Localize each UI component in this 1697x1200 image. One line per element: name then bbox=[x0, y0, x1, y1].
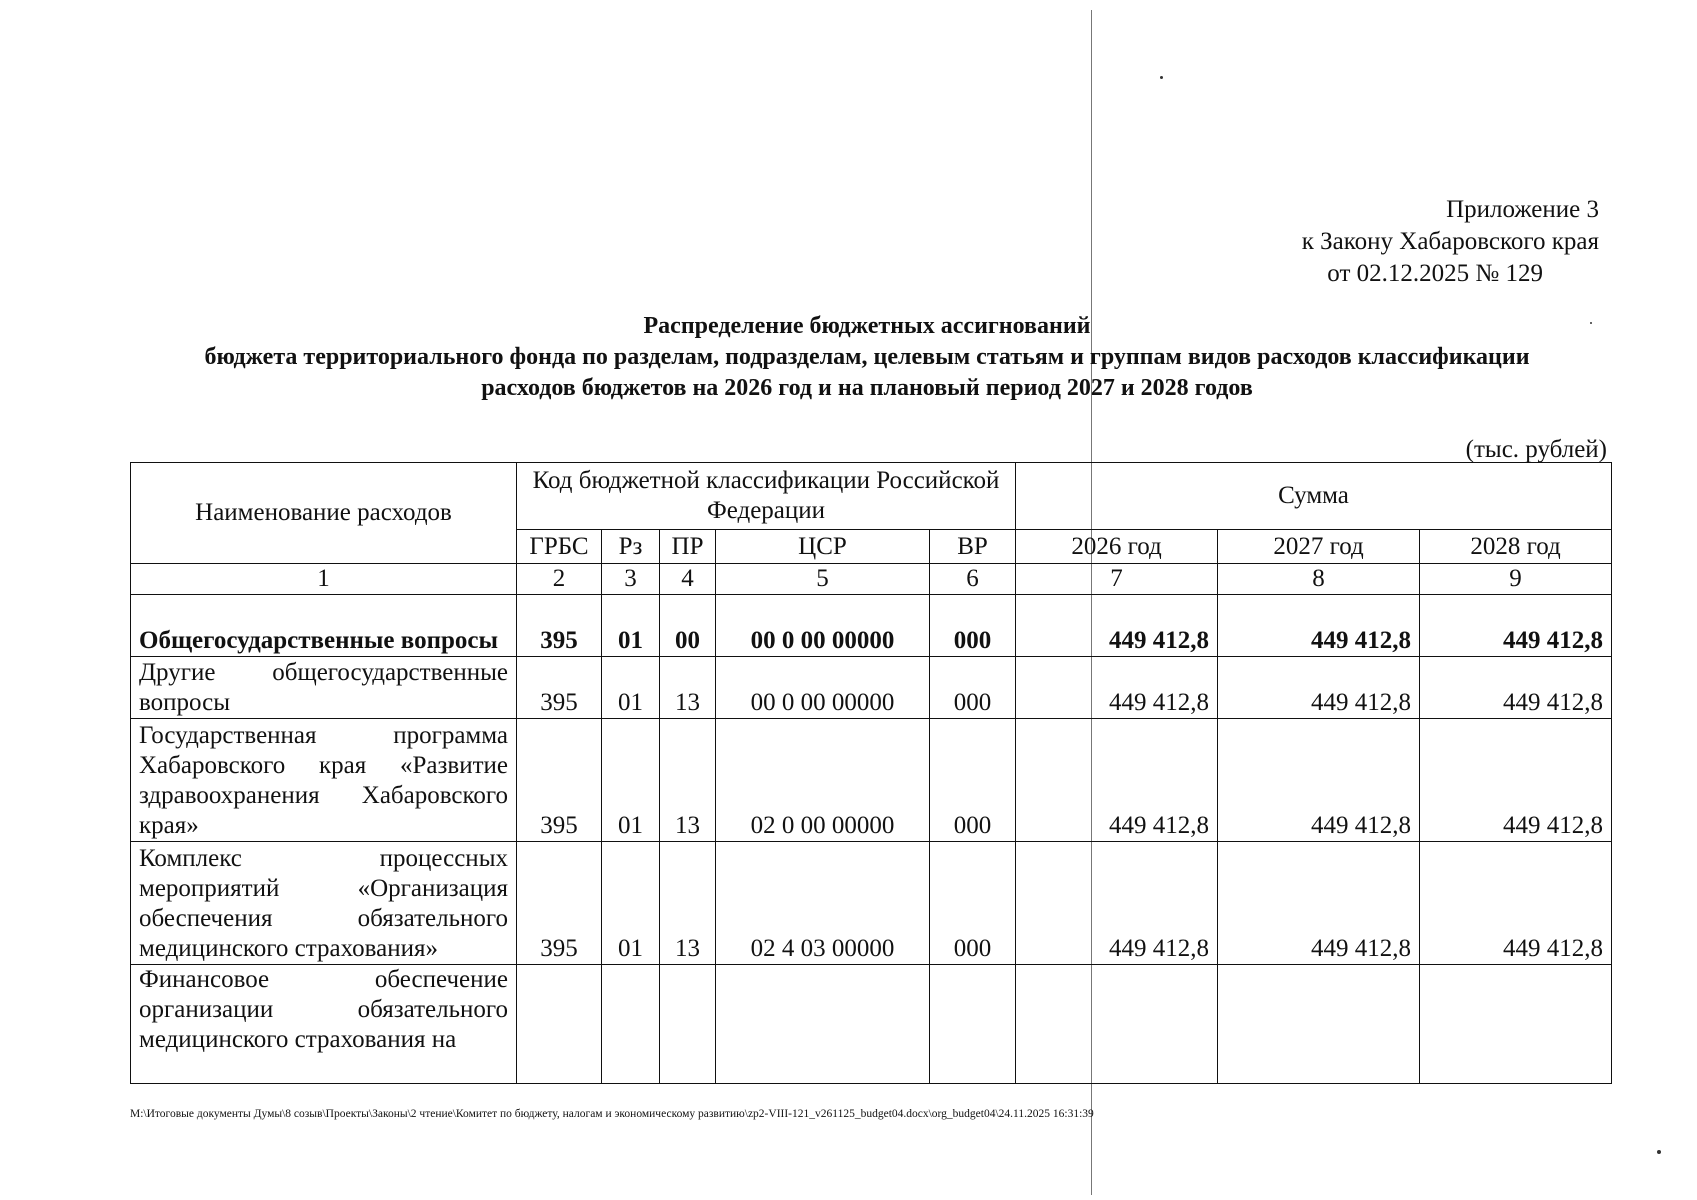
column-number: 1 bbox=[131, 564, 517, 595]
sum-2028: 449 412,8 bbox=[1420, 595, 1612, 657]
expense-name: Общегосударственные вопросы bbox=[131, 595, 517, 657]
header-vr: ВР bbox=[930, 530, 1016, 564]
sum-2028: 449 412,8 bbox=[1420, 719, 1612, 842]
file-path-footer: M:\Итоговые документы Думы\8 созыв\Проекты\Законы\2 чтение\Комитет по бюджету, налогам и экономическому развитию\zp2-VIII-121_v261125_budget04.docx\org_budget04\24.11.2025 16:31:39 bbox=[130, 1108, 1094, 1120]
column-number: 7 bbox=[1016, 564, 1218, 595]
expense-name: Государственная программа Хабаровского края «Развитие здравоохранения Хабаровского края» bbox=[131, 719, 517, 842]
sum-2027: 449 412,8 bbox=[1218, 595, 1420, 657]
header-grbs: ГРБС bbox=[517, 530, 602, 564]
pr-code bbox=[660, 965, 716, 1084]
sum-2028 bbox=[1420, 965, 1612, 1084]
grbs-code bbox=[517, 965, 602, 1084]
pr-code: 13 bbox=[660, 842, 716, 965]
header-2027: 2027 год bbox=[1218, 530, 1420, 564]
header-code-group: Код бюджетной классификации Российской Федерации bbox=[517, 463, 1016, 530]
column-number: 4 bbox=[660, 564, 716, 595]
sum-2027: 449 412,8 bbox=[1218, 719, 1420, 842]
vr-code: 000 bbox=[930, 657, 1016, 719]
column-number: 2 bbox=[517, 564, 602, 595]
expense-name: Комплекс процессных мероприятий «Организация обеспечения обязательного медицинского страхования» bbox=[131, 842, 517, 965]
csr-code bbox=[716, 965, 930, 1084]
grbs-code: 395 bbox=[517, 842, 602, 965]
grbs-code: 395 bbox=[517, 657, 602, 719]
column-number: 9 bbox=[1420, 564, 1612, 595]
scan-speck bbox=[1657, 1150, 1661, 1154]
sum-2028: 449 412,8 bbox=[1420, 842, 1612, 965]
header-2026: 2026 год bbox=[1016, 530, 1218, 564]
column-number: 5 bbox=[716, 564, 930, 595]
title-line-1: Распределение бюджетных ассигнований bbox=[643, 313, 1091, 339]
pr-code: 00 bbox=[660, 595, 716, 657]
rz-code: 01 bbox=[602, 842, 660, 965]
sum-2026: 449 412,8 bbox=[1016, 595, 1218, 657]
header-rz: Рз bbox=[602, 530, 660, 564]
rz-code bbox=[602, 965, 660, 1084]
appendix-date: от 02.12.2025 № 129 bbox=[1327, 260, 1543, 287]
document-title bbox=[130, 311, 1604, 404]
grbs-code: 395 bbox=[517, 595, 602, 657]
csr-code: 02 0 00 00000 bbox=[716, 719, 930, 842]
csr-code: 02 4 03 00000 bbox=[716, 842, 930, 965]
vr-code bbox=[930, 965, 1016, 1084]
expense-name: Финансовое обеспечение организации обязательного медицинского страхования на bbox=[131, 965, 517, 1084]
rz-code: 01 bbox=[602, 595, 660, 657]
appendix-law: к Закону Хабаровского края bbox=[1301, 228, 1599, 255]
sum-2027: 449 412,8 bbox=[1218, 657, 1420, 719]
column-number-row bbox=[131, 564, 1612, 595]
title-line-3: расходов бюджетов на 2026 год и на плановый период 2027 и 2028 годов bbox=[481, 375, 1253, 401]
pr-code: 13 bbox=[660, 719, 716, 842]
sum-2026 bbox=[1016, 965, 1218, 1084]
header-pr: ПР bbox=[660, 530, 716, 564]
csr-code: 00 0 00 00000 bbox=[716, 595, 930, 657]
appendix-number: Приложение 3 bbox=[1446, 196, 1599, 223]
header-sum-group: Сумма bbox=[1016, 463, 1612, 530]
rz-code: 01 bbox=[602, 657, 660, 719]
csr-code: 00 0 00 00000 bbox=[716, 657, 930, 719]
column-number: 3 bbox=[602, 564, 660, 595]
appendix-reference bbox=[1302, 194, 1599, 290]
table-row bbox=[131, 595, 1612, 657]
rz-code: 01 bbox=[602, 719, 660, 842]
sum-2028: 449 412,8 bbox=[1420, 657, 1612, 719]
sum-2026: 449 412,8 bbox=[1016, 719, 1218, 842]
column-number: 6 bbox=[930, 564, 1016, 595]
table-row bbox=[131, 657, 1612, 719]
header-2028: 2028 год bbox=[1420, 530, 1612, 564]
sum-2026: 449 412,8 bbox=[1016, 657, 1218, 719]
vr-code: 000 bbox=[930, 719, 1016, 842]
grbs-code: 395 bbox=[517, 719, 602, 842]
vr-code: 000 bbox=[930, 595, 1016, 657]
sum-2027: 449 412,8 bbox=[1218, 842, 1420, 965]
sum-2027 bbox=[1218, 965, 1420, 1084]
title-line-2: бюджета территориального фонда по разделам, подразделам, целевым статьям и группам видов расходов классификации bbox=[204, 344, 1530, 370]
table-header-row bbox=[131, 463, 1612, 530]
table-row bbox=[131, 965, 1612, 1084]
budget-table bbox=[130, 462, 1612, 1084]
pr-code: 13 bbox=[660, 657, 716, 719]
header-name: Наименование расходов bbox=[131, 463, 517, 564]
vr-code: 000 bbox=[930, 842, 1016, 965]
scan-speck bbox=[1160, 76, 1163, 79]
column-number: 8 bbox=[1218, 564, 1420, 595]
expense-name: Другие общегосударственные вопросы bbox=[131, 657, 517, 719]
header-csr: ЦСР bbox=[716, 530, 930, 564]
sum-2026: 449 412,8 bbox=[1016, 842, 1218, 965]
table-row bbox=[131, 842, 1612, 965]
units-label: (тыс. рублей) bbox=[1465, 436, 1607, 463]
table-row bbox=[131, 719, 1612, 842]
